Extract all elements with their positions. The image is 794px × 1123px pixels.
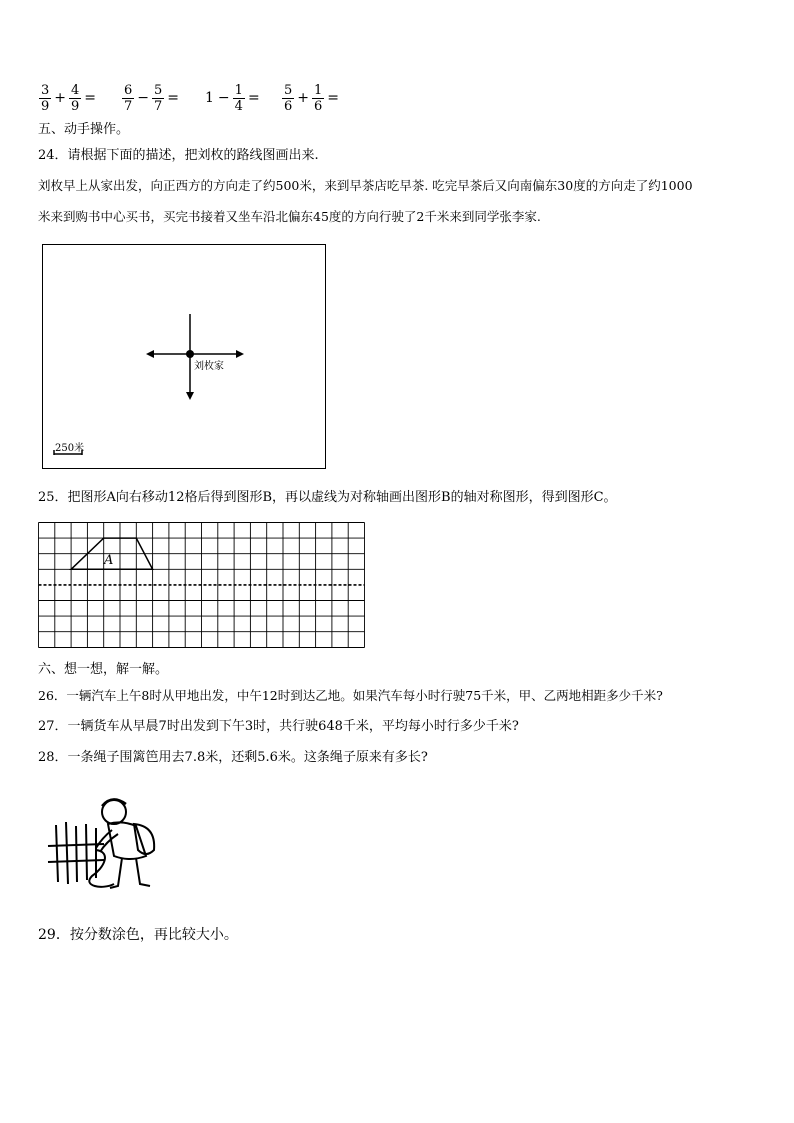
fraction-expression-2: $\frac{6}{7}$ − $\frac{5}{7}$ = [124,82,180,114]
fraction: $\frac{1}{4}$ [234,82,243,114]
fraction: $\frac{5}{6}$ [284,82,293,114]
fraction: $\frac{6}{7}$ [124,82,133,114]
boy-fence-illustration [42,790,164,894]
route-map-box [42,244,326,469]
question-28: 28．一条绳子围篱笆用去7.8米，还剩5.6米。这条绳子原来有多长? [38,750,428,765]
compass-diagram [42,244,326,469]
fraction-expression-4: $\frac{5}{6}$ + $\frac{1}{6}$ = [284,82,340,114]
fraction-expression-3: 1 − $\frac{1}{4}$ = [205,82,260,114]
home-label: 刘枚家 [194,361,224,372]
scale-label: 250米 [55,443,85,454]
question-24-title: 24．请根据下面的描述，把刘枚的路线图画出来. [38,148,319,163]
question-29: 29．按分数涂色，再比较大小。 [38,927,238,943]
grid-diagram [38,522,368,648]
fraction: $\frac{1}{6}$ [314,82,323,114]
fraction-expression-1: $\frac{3}{9}$ + $\frac{4}{9}$ = [41,82,97,114]
section-heading-5: 五、动手操作。 [38,122,130,137]
question-24-text-line1: 刘枚早上从家出发，向正西方的方向走了约500米，来到早茶店吃早茶. 吃完早茶后又向南偏东30度的方向走了约1000 [38,178,693,193]
section-heading-6: 六、想一想，解一解。 [38,662,169,677]
shape-a-label: A [104,553,114,568]
fraction: $\frac{5}{7}$ [154,82,163,114]
question-25-title: 25．把图形A向右移动12格后得到图形B，再以虚线为对称轴画出图形B的轴对称图形，得到图形C。 [38,490,617,505]
question-27: 27．一辆货车从早晨7时出发到下午3时，共行驶648千米，平均每小时行多少千米? [38,719,519,734]
question-26: 26．一辆汽车上午8时从甲地出发，中午12时到达乙地。如果汽车每小时行驶75千米，甲、乙两地相距多少千米? [38,688,663,703]
fraction: $\frac{4}{9}$ [71,82,80,114]
fraction: $\frac{3}{9}$ [41,82,50,114]
question-24-text-line2: 米来到购书中心买书，买完书接着又坐车沿北偏东45度的方向行驶了2千米来到同学张李家. [38,209,541,224]
